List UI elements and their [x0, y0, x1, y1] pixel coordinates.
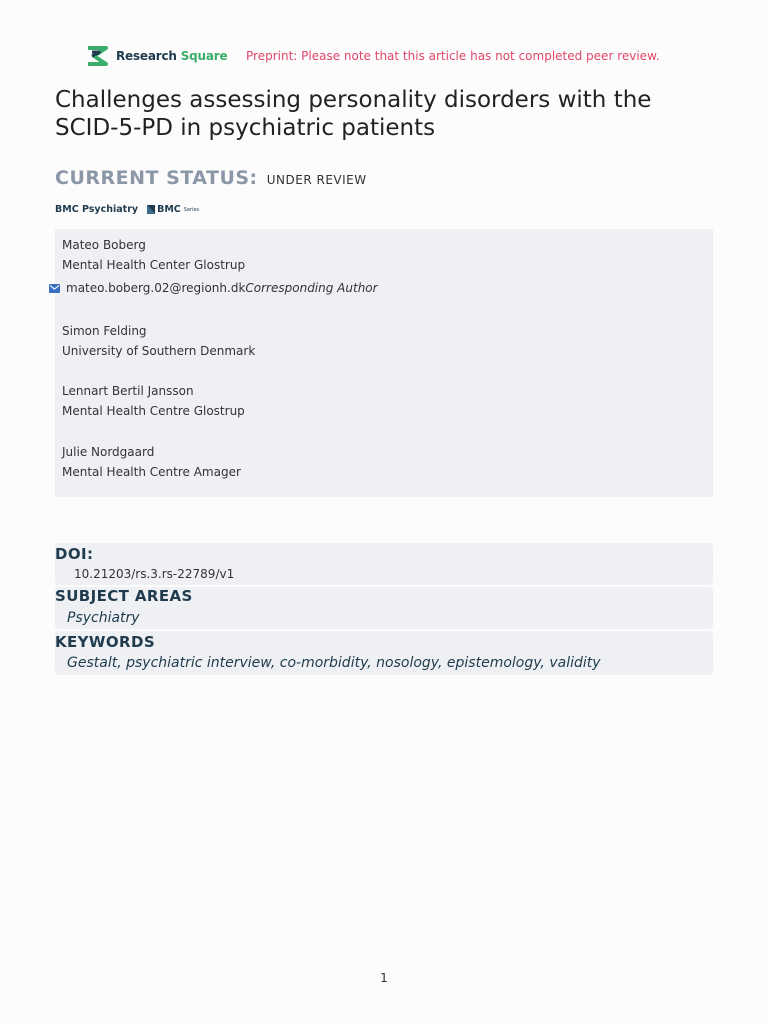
keywords-value: Gestalt, psychiatric interview, co-morbidity, nosology, epistemology, validity: [67, 655, 601, 671]
page-header: [86, 44, 706, 72]
subject-areas-section: [55, 587, 713, 629]
envelope-icon: [49, 284, 60, 293]
author-entry: [62, 442, 241, 482]
status-label: CURRENT STATUS:: [55, 167, 258, 189]
author-affiliation: Mental Health Centre Amager: [62, 465, 241, 479]
subject-areas-value: Psychiatry: [67, 610, 140, 626]
doi-value[interactable]: 10.21203/rs.3.rs-22789/v1: [74, 567, 235, 581]
authors-panel: [55, 229, 713, 497]
author-affiliation: Mental Health Centre Glostrup: [62, 404, 245, 418]
keywords-section: [55, 631, 713, 675]
research-square-logo-icon: [86, 44, 112, 68]
bmc-logo-icon: [147, 205, 155, 214]
doi-label: DOI:: [55, 545, 94, 563]
status-value: UNDER REVIEW: [266, 173, 367, 187]
author-name: Julie Nordgaard: [62, 445, 155, 459]
bmc-series-logo: [147, 204, 199, 215]
author-affiliation: University of Southern Denmark: [62, 344, 256, 358]
author-email-link[interactable]: mateo.boberg.02@regionh.dk: [66, 281, 246, 295]
logo-word-research: Research: [116, 49, 177, 63]
author-name: Lennart Bertil Jansson: [62, 384, 194, 398]
corresponding-author-label: Corresponding Author: [245, 281, 378, 295]
page-number: 1: [380, 971, 388, 985]
research-square-logo[interactable]: [86, 44, 227, 68]
preprint-notice: Preprint: Please note that this article has not completed peer review.: [246, 49, 660, 63]
bmc-brand: BMC: [157, 204, 181, 215]
subject-areas-label: SUBJECT AREAS: [55, 587, 193, 605]
logo-word-square: Square: [180, 49, 228, 63]
author-entry: [62, 381, 245, 421]
current-status: [55, 167, 367, 189]
author-entry: [62, 235, 245, 275]
journal-name: BMC Psychiatry: [55, 204, 139, 215]
author-name: Simon Felding: [62, 324, 147, 338]
journal-info: [55, 204, 199, 215]
author-name: Mateo Boberg: [62, 238, 146, 252]
doi-section: [55, 543, 713, 585]
author-affiliation: Mental Health Center Glostrup: [62, 258, 246, 272]
article-title: Challenges assessing personality disorders with the SCID-5-PD in psychiatric patients: [55, 87, 652, 141]
corresponding-email-row: [49, 281, 378, 295]
keywords-label: KEYWORDS: [55, 633, 156, 651]
author-entry: [62, 321, 255, 361]
bmc-series-label: Series: [183, 206, 200, 213]
